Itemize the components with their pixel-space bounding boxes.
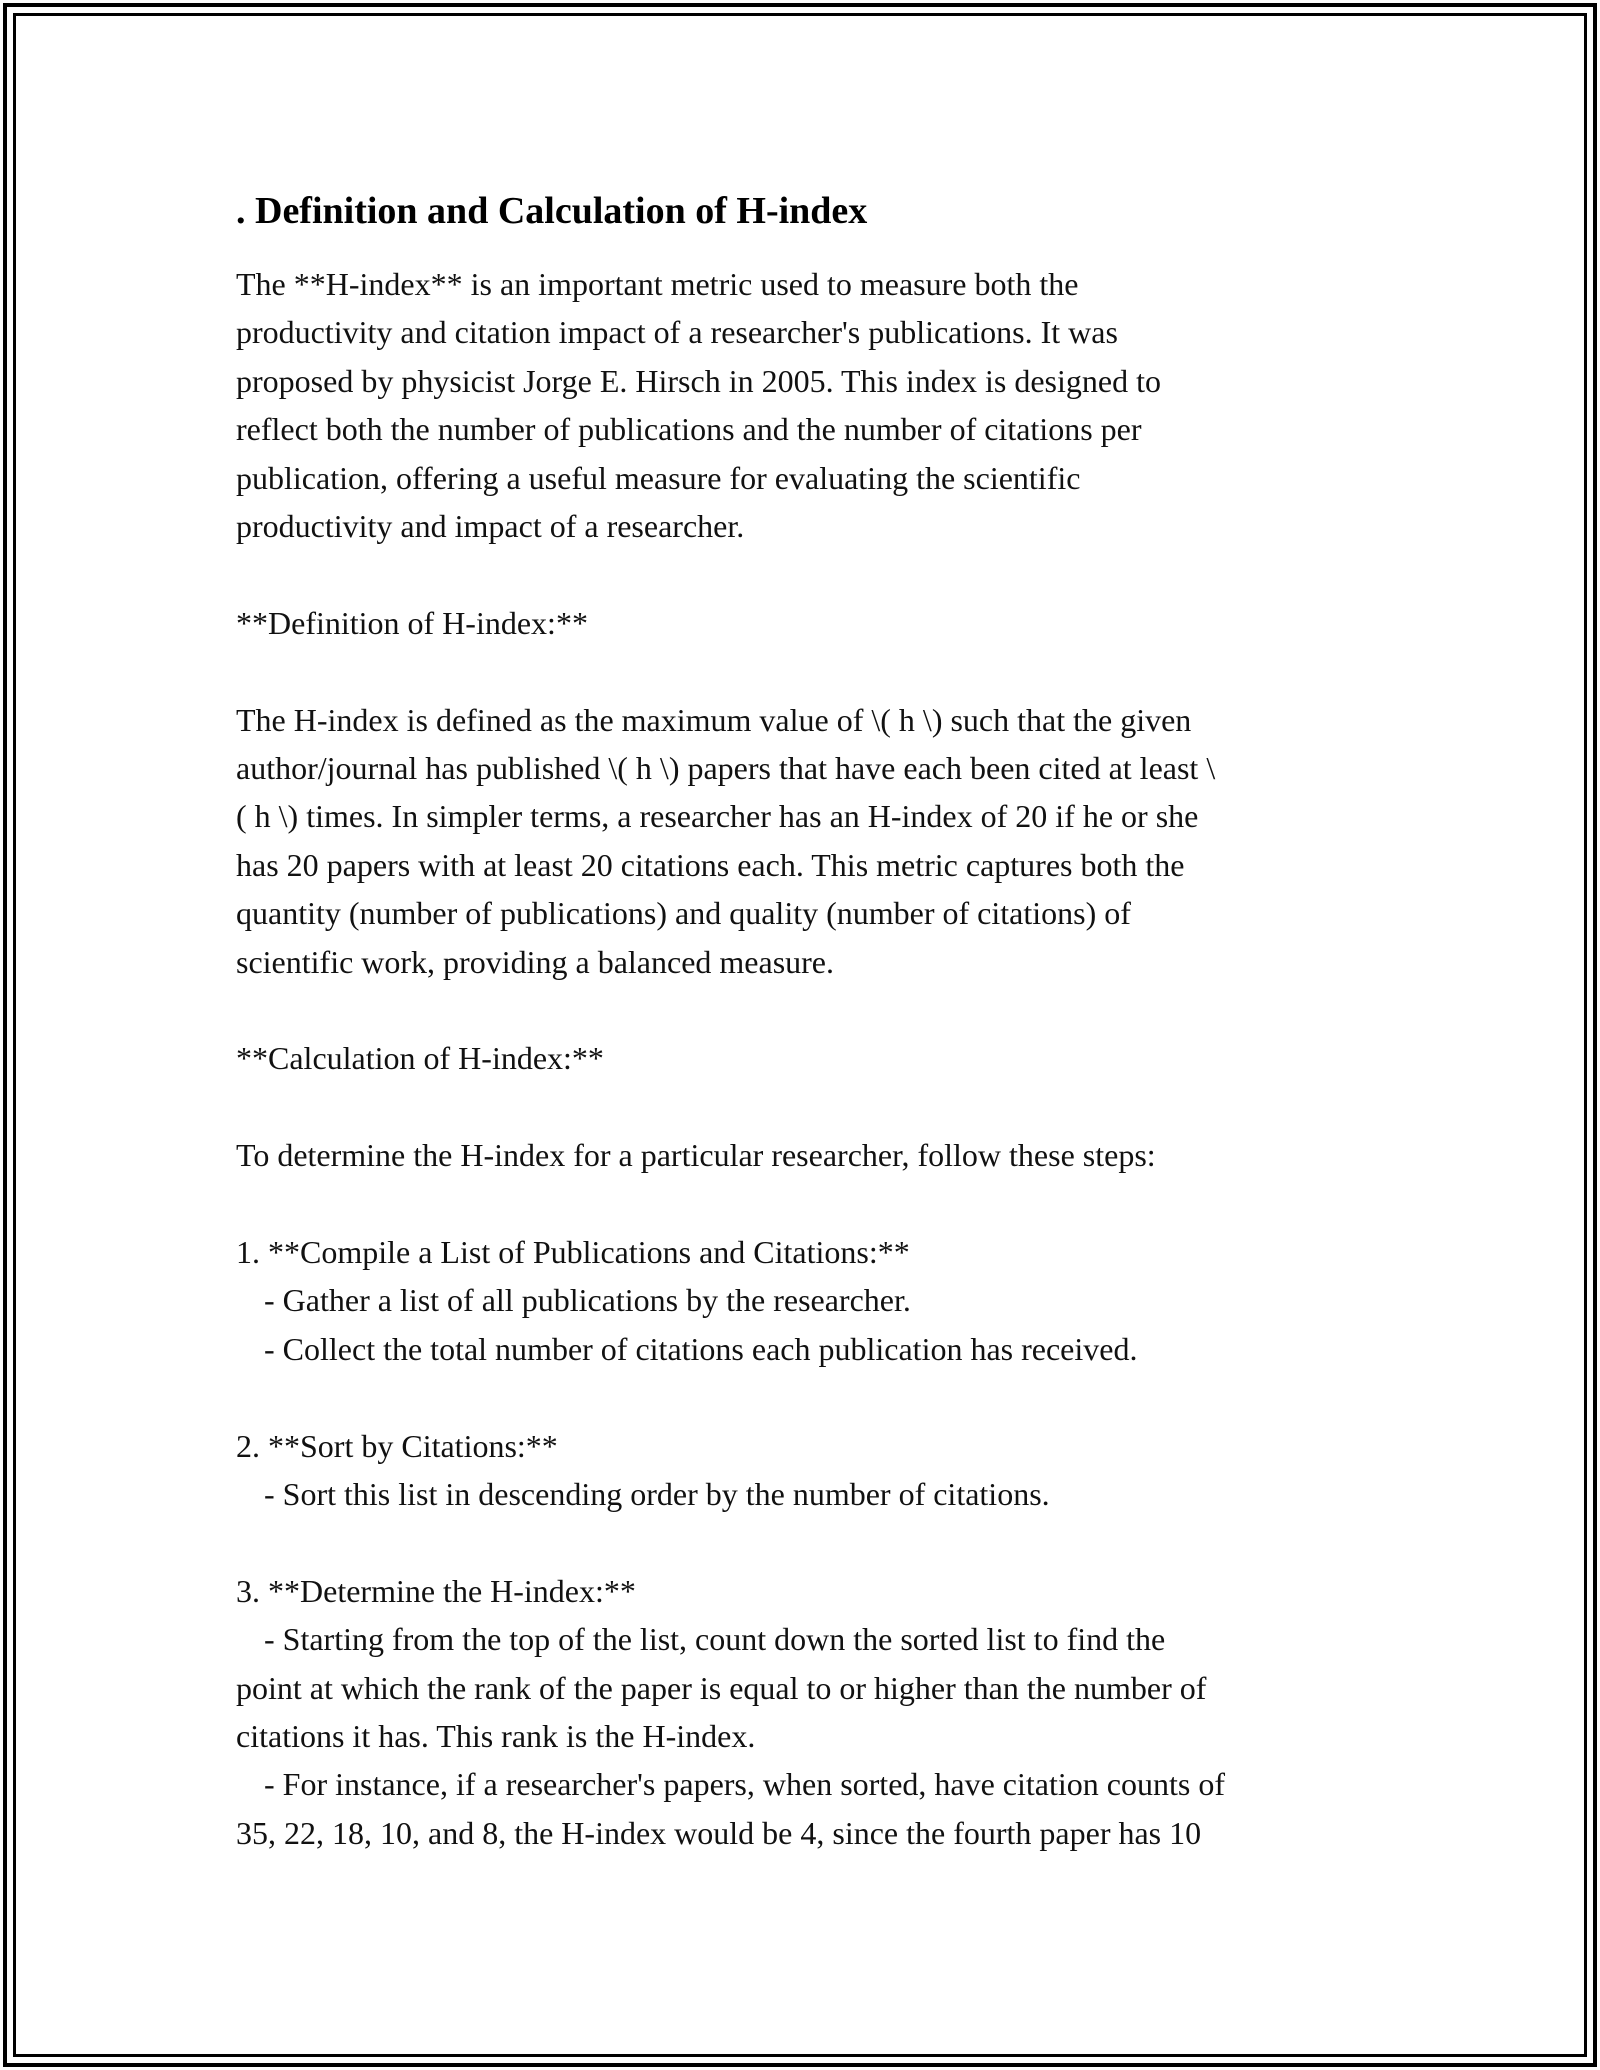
text-line: point at which the rank of the paper is equal to or higher than the number of — [236, 1669, 1207, 1706]
text-line: reflect both the number of publications and the number of citations per — [236, 411, 1142, 448]
calculation-intro — [236, 1131, 1376, 1179]
step-heading: 2. **Sort by Citations:** — [236, 1427, 558, 1464]
list-item: - Gather a list of all publications by the researcher. — [264, 1282, 911, 1319]
text-line: The H-index is defined as the maximum value of \( h \) such that the given — [236, 701, 1192, 738]
definition-paragraph — [236, 696, 1376, 986]
calculation-heading — [236, 1034, 1376, 1082]
section-heading: **Definition of H-index:** — [236, 604, 588, 641]
text-line: quantity (number of publications) and quality (number of citations) of — [236, 895, 1131, 932]
intro-paragraph — [236, 260, 1376, 550]
document-title: . Definition and Calculation of H-index — [236, 190, 868, 232]
step-2 — [236, 1422, 1376, 1519]
list-item: - Collect the total number of citations each publication has received. — [264, 1330, 1138, 1367]
text-line: proposed by physicist Jorge E. Hirsch in 2005. This index is designed to — [236, 362, 1161, 399]
text-line: To determine the H-index for a particular researcher, follow these steps: — [236, 1137, 1156, 1174]
text-line: ( h \) times. In simpler terms, a researcher has an H-index of 20 if he or she — [236, 798, 1199, 835]
list-item: - Starting from the top of the list, count down the sorted list to find the — [264, 1621, 1166, 1658]
text-line: productivity and citation impact of a researcher's publications. It was — [236, 314, 1118, 351]
text-line: citations it has. This rank is the H-index. — [236, 1718, 756, 1755]
text-line: author/journal has published \( h \) papers that have each been cited at least \ — [236, 750, 1216, 787]
text-line: publication, offering a useful measure for evaluating the scientific — [236, 459, 1081, 496]
definition-heading — [236, 599, 1376, 647]
list-item: - For instance, if a researcher's papers, when sorted, have citation counts of — [264, 1766, 1225, 1803]
text-line: has 20 papers with at least 20 citations each. This metric captures both the — [236, 846, 1185, 883]
step-3 — [236, 1567, 1376, 1857]
text-line: productivity and impact of a researcher. — [236, 508, 745, 545]
text-line: scientific work, providing a balanced measure. — [236, 943, 834, 980]
text-line: The **H-index** is an important metric used to measure both the — [236, 266, 1079, 302]
section-heading: **Calculation of H-index:** — [236, 1040, 604, 1077]
document-body — [236, 185, 1376, 1906]
text-line: 35, 22, 18, 10, and 8, the H-index would be 4, since the fourth paper has 10 — [236, 1814, 1202, 1851]
step-heading: 3. **Determine the H-index:** — [236, 1572, 636, 1609]
step-heading: 1. **Compile a List of Publications and Citations:** — [236, 1234, 910, 1271]
step-1 — [236, 1228, 1376, 1373]
list-item: - Sort this list in descending order by the number of citations. — [264, 1476, 1050, 1513]
